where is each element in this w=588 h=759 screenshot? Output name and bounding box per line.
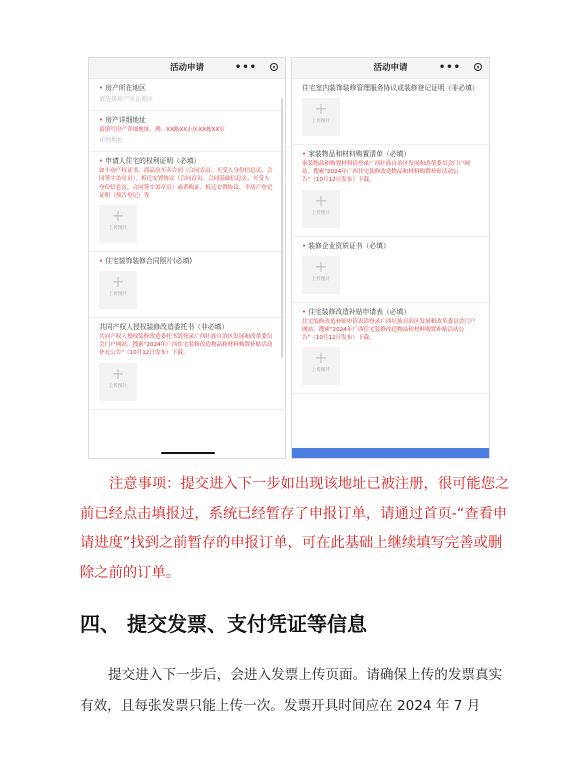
plus-icon: + <box>111 363 125 383</box>
plus-icon: + <box>314 256 328 276</box>
upload-image-button[interactable]: + 上传图片 <box>302 256 340 294</box>
field-subsidy-application: • 住宅装修改造补贴申请表（必填） 住宅装修改造补贴申请表请登录广西壮族自治区发展和改革委员会门户网站，搜索"2024年广西住宅装修改造物品和材料购置补贴活动公告"（10月12日发布）下载。 + 上传图片 <box>292 303 489 395</box>
field-label: 住宅室内装饰装修管理服务协议或装修登记证明（非必填） <box>302 84 479 92</box>
more-icon[interactable]: ••• <box>438 62 461 73</box>
field-hint: 家装物品和购置材料请登录广西壮族自治区发展和改革委员会门户网站，搜索"2024年广西住宅装修改造物品和材料购置补贴活动公告"（10月12日发布）下载。 <box>302 161 470 184</box>
close-icon[interactable] <box>474 63 482 71</box>
field-hint: 住宅装修改造补贴申请表请登录广西壮族自治区发展和改革委员会门户网站，搜索"2024年广西住宅装修改造物品和材料购置补贴活动公告"（10月12日发布）下载。 <box>302 318 476 342</box>
scrollbar[interactable] <box>281 98 283 358</box>
submit-button[interactable] <box>292 448 489 458</box>
upload-image-button[interactable]: + 上传图片 <box>302 190 340 228</box>
section-heading: 四、 提交发票、支付凭证等信息 <box>80 612 367 636</box>
field-hint: 请填写房产详细地址，例：XX路XX小区XX栋XX室 <box>99 127 225 133</box>
field-hint: 如不动产权证书、商品房买卖合同（合同首页、买受人身份信息页、合同签字盖章页），拆迁安置协议（合同首页、合同基础信息页、买受人身份信息页、合同签字盖章页）或者购证、拆迁安置协议、不动产登记证明（预告登记）等 <box>99 168 273 199</box>
right-title-bar <box>292 58 489 79</box>
upload-image-button[interactable]: + 上传图片 <box>99 205 137 243</box>
plus-icon: + <box>314 348 328 368</box>
field-ownership-proof: • 申请人住宅的权利证明（必填） 如不动产权证书、商品房买卖合同（合同首页、买受人身份信息页、合同签字盖章页），拆迁安置协议（合同首页、合同基础信息页、买受人身份信息页、合同签字盖章页）或者购证、拆迁安置协议、不动产登记证明（预告登记）等 + 上传图片 <box>89 152 285 252</box>
address-input[interactable]: 详细地址 <box>99 137 124 145</box>
right-title: 活动申请 <box>373 63 408 73</box>
field-management-agreement <box>292 79 489 145</box>
region-select[interactable]: 请选择房产所在地区 <box>99 96 154 103</box>
field-label: 申请人住宅的权利证明（必填） <box>105 157 201 166</box>
field-purchase-list: • 家装物品和材料购置清单（必填） 家装物品和购置材料请登录广西壮族自治区发展和改革委员会门户网站，搜索"2024年广西住宅装修改造物品和材料购置补贴活动公告"（10月12日发布）下载。 + 上传图片 <box>292 145 489 237</box>
field-address: • 房产详细地址 请填写房产详细地址，例：XX路XX小区XX栋XX室 详细地址 <box>89 111 285 152</box>
plus-icon: + <box>314 99 328 118</box>
plus-icon: + <box>111 272 125 292</box>
field-label: 装修企业资质证书（必填） <box>308 241 390 250</box>
upload-image-button[interactable]: + 上传图片 <box>302 347 340 385</box>
left-screenshot <box>88 57 286 459</box>
field-contract-photo: • 住宅装饰装修合同照片(必填) + 上传图片 <box>89 252 285 318</box>
field-label: 家装物品和材料购置清单（必填） <box>308 150 411 158</box>
home-indicator <box>161 452 215 454</box>
field-region: • 房产所在地区 请选择房产所在地区 <box>89 79 285 111</box>
body-paragraph: 提交进入下一步后，会进入发票上传页面。请确保上传的发票真实有效，且每张发票只能上传一次。发票开具时间应在 2024 年 7 月 <box>80 667 503 714</box>
field-label: 房产详细地址 <box>105 116 146 124</box>
field-label: 住宅装饰装修合同照片(必填) <box>105 257 193 266</box>
right-screenshot <box>291 57 490 459</box>
plus-icon: + <box>314 190 328 210</box>
field-authorization <box>89 318 285 410</box>
left-title: 活动申请 <box>169 63 204 73</box>
more-icon[interactable]: ••• <box>234 62 257 73</box>
upload-image-button[interactable]: + 上传图片 <box>99 271 137 309</box>
left-title-bar <box>89 58 285 79</box>
field-label: 房产所在地区 <box>105 84 146 92</box>
plus-icon: + <box>111 206 125 226</box>
upload-image-button[interactable]: + 上传图片 <box>302 98 340 136</box>
notice-paragraph: 注意事项：提交进入下一步如出现该地址已被注册，很可能您之前已经点击填报过，系统已经暂存了申报订单，请通过首页-“查看申请进度”找到之前暂存的申报订单，可在此基础上继续填写完善或删除之前的订单。 <box>80 476 510 581</box>
field-label: 住宅装修改造补贴申请表（必填） <box>308 307 411 316</box>
field-company-certificate: • 装修企业资质证书（必填） + 上传图片 <box>292 237 489 303</box>
upload-image-button[interactable]: + 上传图片 <box>99 363 137 401</box>
field-hint: 共同产权人授权装修改造委托书请登录广西壮族自治区发展和改革委员会门户网站，搜索"2024年广西住宅装修改造物品和材料购置补贴活动补充公告"（10月12日发布）下载。 <box>99 334 273 357</box>
close-icon[interactable] <box>270 63 278 71</box>
field-label: 共同产权人授权装修改造委托书（非必填） <box>99 323 229 332</box>
